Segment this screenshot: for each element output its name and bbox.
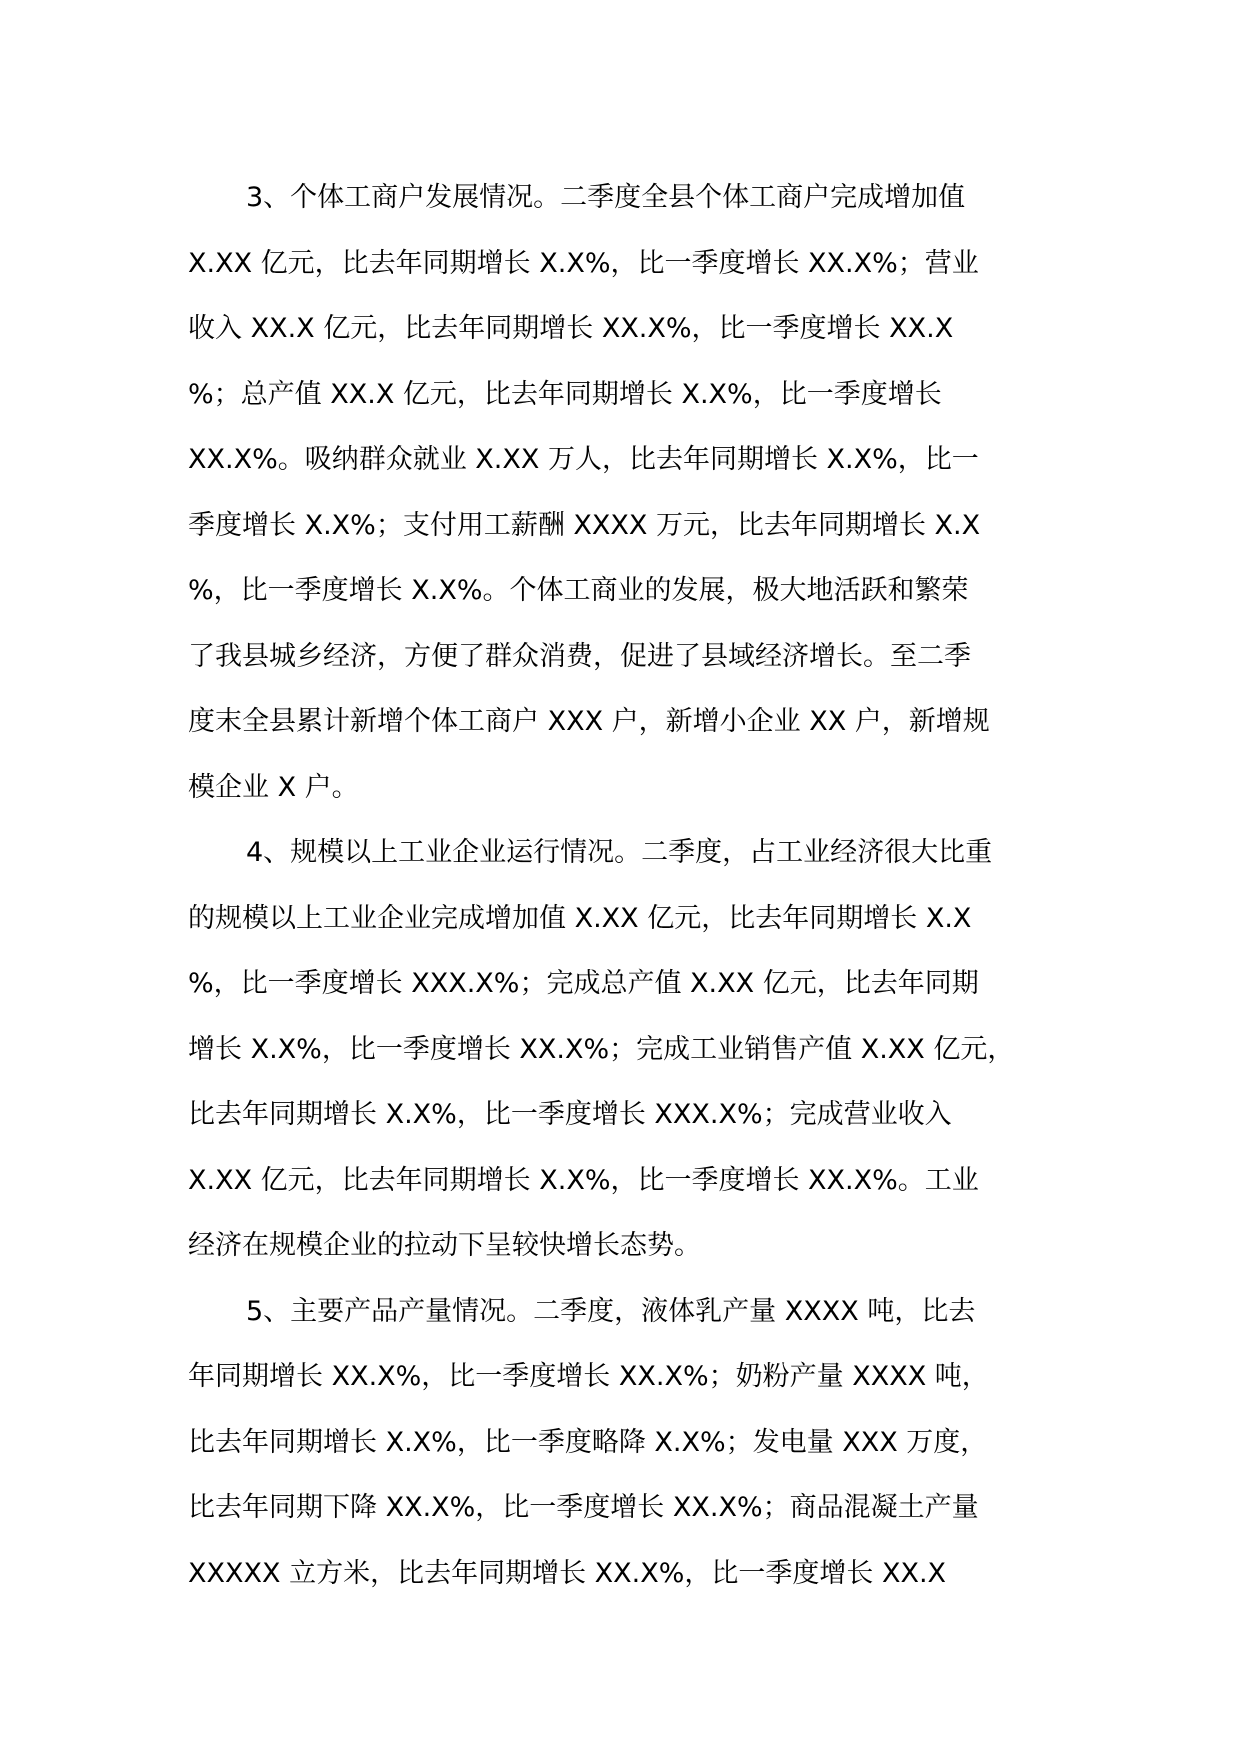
text-line: %；总产值 XX.X 亿元，比去年同期增长 X.X%，比一季度增长 xyxy=(188,378,942,410)
text-line: XXXXX 立方米，比去年同期增长 XX.X%，比一季度增长 XX.X xyxy=(188,1557,947,1589)
paragraph-individual-businesses xyxy=(188,165,1070,820)
text-line: 比去年同期增长 X.X%，比一季度增长 XXX.X%；完成营业收入 xyxy=(188,1099,952,1130)
text-line: %，比一季度增长 XXX.X%；完成总产值 X.XX 亿元，比去年同期 xyxy=(188,968,979,999)
text-line: 比去年同期增长 X.X%，比一季度略降 X.X%；发电量 XXX 万度， xyxy=(188,1426,988,1458)
text-line: 度末全县累计新增个体工商户 XXX 户，新增小企业 XX 户，新增规 xyxy=(188,706,990,737)
text-line: 增长 X.X%，比一季度增长 XX.X%；完成工业销售产值 X.XX 亿元， xyxy=(188,1033,1015,1065)
text-line: 5、主要产品产量情况。二季度，液体乳产量 XXXX 吨，比去 xyxy=(246,1295,976,1327)
text-line: X.XX 亿元，比去年同期增长 X.X%，比一季度增长 XX.X%。工业 xyxy=(188,1164,979,1196)
text-line: XX.X%。吸纳群众就业 X.XX 万人，比去年同期增长 X.X%，比一 xyxy=(188,444,979,475)
text-line: 比去年同期下降 XX.X%，比一季度增长 XX.X%；商品混凝土产量 xyxy=(188,1492,979,1523)
text-line: X.XX 亿元，比去年同期增长 X.X%，比一季度增长 XX.X%；营业 xyxy=(188,247,979,279)
text-line: 季度增长 X.X%；支付用工薪酬 XXXX 万元，比去年同期增长 X.X xyxy=(188,509,981,541)
paragraph-product-output xyxy=(188,1279,1070,1607)
text-line: 的规模以上工业企业完成增加值 X.XX 亿元，比去年同期增长 X.X xyxy=(188,902,972,934)
text-line: 收入 XX.X 亿元，比去年同期增长 XX.X%，比一季度增长 XX.X xyxy=(188,313,954,344)
text-line: 3、个体工商户发展情况。二季度全县个体工商户完成增加值 xyxy=(246,182,966,213)
document-body xyxy=(188,165,1070,1606)
text-line: 年同期增长 XX.X%，比一季度增长 XX.X%；奶粉产量 XXXX 吨， xyxy=(188,1361,989,1392)
paragraph-industrial-enterprises xyxy=(188,820,1070,1279)
text-line: 经济在规模企业的拉动下呈较快增长态势。 xyxy=(188,1230,701,1261)
text-line: 模企业 X 户。 xyxy=(188,771,359,803)
text-line: 了我县城乡经济，方便了群众消费，促进了县域经济增长。至二季 xyxy=(188,640,971,672)
text-line: %，比一季度增长 X.X%。个体工商业的发展，极大地活跃和繁荣 xyxy=(188,575,969,606)
text-line: 4、规模以上工业企业运行情况。二季度，占工业经济很大比重 xyxy=(246,837,993,868)
